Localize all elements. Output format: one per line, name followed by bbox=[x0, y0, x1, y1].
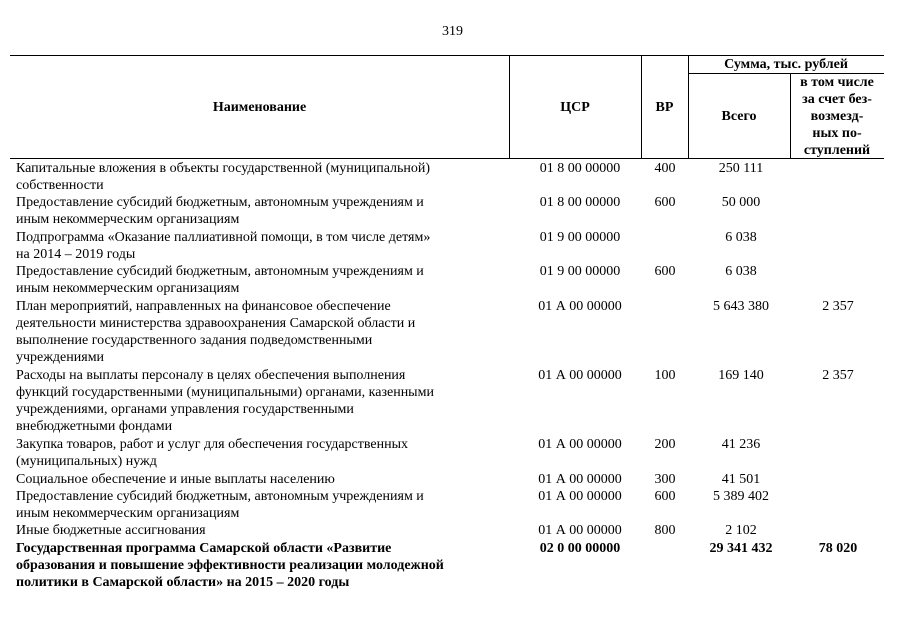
row-name: Подпрограмма «Оказание паллиативной помощи, в том числе детям» на 2014 – 2019 годы bbox=[16, 230, 431, 262]
row-total: 29 341 432 bbox=[709, 541, 773, 556]
row-total: 6 038 bbox=[725, 264, 757, 279]
row-vr: 800 bbox=[654, 523, 676, 538]
row-name: Социальное обеспечение и иные выплаты населению bbox=[16, 472, 335, 487]
row-total: 50 000 bbox=[721, 195, 761, 210]
row-grant: 2 357 bbox=[822, 368, 854, 383]
row-vr: 600 bbox=[654, 264, 676, 279]
row-csr: 01 А 00 00000 bbox=[538, 437, 622, 452]
row-csr: 01 9 00 00000 bbox=[539, 264, 621, 279]
row-vr: 200 bbox=[654, 437, 676, 452]
row-name: Иные бюджетные ассигнования bbox=[16, 523, 206, 538]
row-name: Закупка товаров, работ и услуг для обеспечения государственных (муниципальных) нужд bbox=[16, 437, 409, 469]
row-name: Расходы на выплаты персоналу в целях обеспечения выполнения функций государственными (муниципальными) органами, казенными учреждениями, органами управления государственными внебюджетными фондами bbox=[16, 368, 434, 434]
row-name: Предоставление субсидий бюджетным, автономным учреждениям и иным некоммерческим организациям bbox=[16, 489, 424, 521]
row-vr: 600 bbox=[654, 489, 676, 504]
row-total: 5 643 380 bbox=[713, 299, 769, 314]
header-csr: ЦСР bbox=[560, 100, 590, 115]
row-vr: 400 bbox=[654, 161, 676, 176]
row-csr: 01 А 00 00000 bbox=[538, 299, 622, 314]
header-sum: Сумма, тыс. рублей bbox=[724, 57, 848, 72]
row-vr: 600 bbox=[654, 195, 676, 210]
row-grant: 78 020 bbox=[818, 541, 858, 556]
row-name: План мероприятий, направленных на финансовое обеспечение деятельности министерства здравоохранения Самарской области и выполнение государственного задания подведомственными учреждениями bbox=[16, 299, 416, 365]
row-total: 5 389 402 bbox=[713, 489, 769, 504]
row-total: 169 140 bbox=[718, 368, 764, 383]
row-total: 2 102 bbox=[725, 523, 757, 538]
header-total: Всего bbox=[721, 109, 757, 124]
header-vr: ВР bbox=[655, 100, 674, 115]
row-csr: 01 8 00 00000 bbox=[539, 161, 621, 176]
row-total: 41 501 bbox=[721, 472, 761, 487]
row-name: Капитальные вложения в объекты государственной (муниципальной) собственности bbox=[16, 161, 431, 193]
row-grant: 2 357 bbox=[822, 299, 854, 314]
page-number: 319 bbox=[442, 24, 463, 39]
row-csr: 01 А 00 00000 bbox=[538, 523, 622, 538]
row-name: Предоставление субсидий бюджетным, автономным учреждениям и иным некоммерческим организациям bbox=[16, 264, 424, 296]
row-total: 6 038 bbox=[725, 230, 757, 245]
row-total: 41 236 bbox=[721, 437, 761, 452]
row-vr: 100 bbox=[654, 368, 676, 383]
row-csr: 01 8 00 00000 bbox=[539, 195, 621, 210]
row-total: 250 111 bbox=[718, 161, 764, 176]
row-vr: 300 bbox=[654, 472, 676, 487]
row-csr: 01 А 00 00000 bbox=[538, 368, 622, 383]
row-csr: 01 А 00 00000 bbox=[538, 472, 622, 487]
row-csr: 02 0 00 00000 bbox=[539, 541, 621, 556]
row-name: Государственная программа Самарской области «Развитие образования и повышение эффективности реализации молодежной политики в Самарской области» на 2015 – 2020 годы bbox=[16, 541, 444, 590]
row-csr: 01 А 00 00000 bbox=[538, 489, 622, 504]
header-name: Наименование bbox=[212, 100, 307, 115]
table-header bbox=[10, 55, 884, 159]
header-grant: в том числе за счет без- возмезд- ных по- ступлений bbox=[800, 75, 874, 158]
row-csr: 01 9 00 00000 bbox=[539, 230, 621, 245]
row-name: Предоставление субсидий бюджетным, автономным учреждениям и иным некоммерческим организациям bbox=[16, 195, 424, 227]
